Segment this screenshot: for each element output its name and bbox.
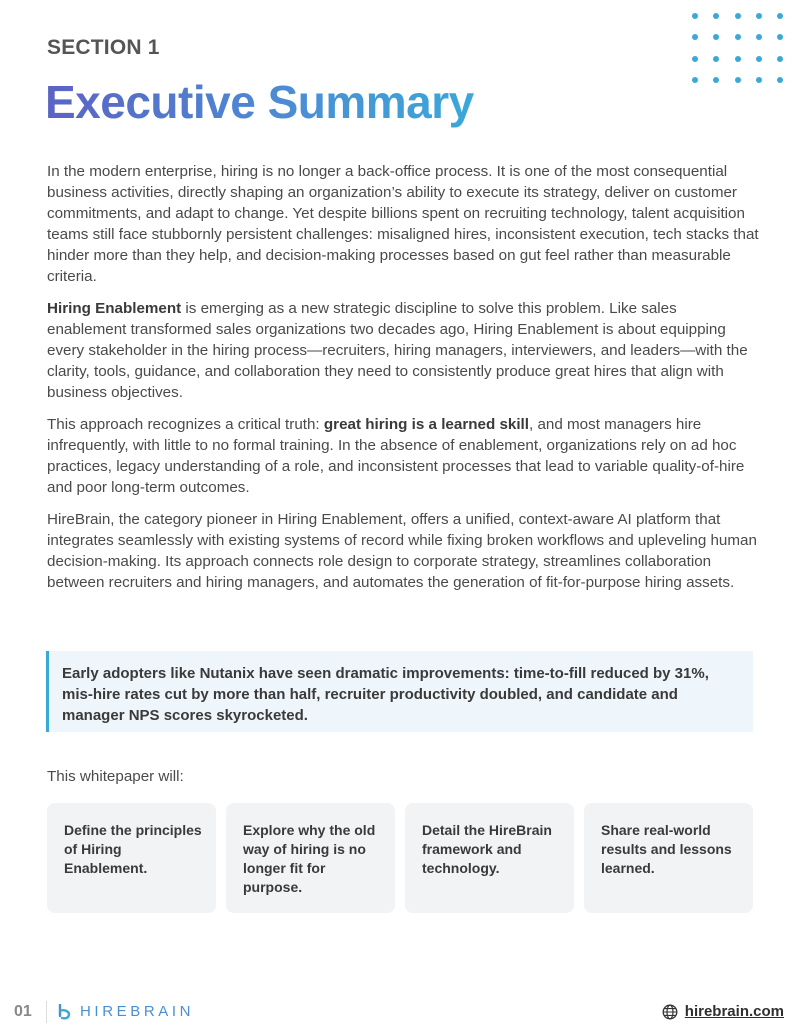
dot — [735, 77, 741, 83]
paragraph-1: In the modern enterprise, hiring is no longer a back-office process. It is one of the most consequential business activities, directly shaping an organization’s ability to execute its strategy, deliver on customer commitments, and adapt to change. Yet despite billions spent on recruiting technology, talent acquisition teams still face stubbornly persistent challenges: misaligned hires, inconsistent execution, tech stacks that hinder more than they help, and decision-making processes based on gut feel rather than measurable criteria. — [47, 163, 759, 285]
summary-body — [47, 161, 759, 604]
dot — [692, 34, 698, 40]
page-number: 01 — [14, 1003, 32, 1020]
dot — [692, 13, 698, 19]
dot — [756, 34, 762, 40]
paragraph-2 — [47, 298, 759, 403]
dot — [756, 13, 762, 19]
goal-card: Explore why the old way of hiring is no longer fit for purpose. — [226, 803, 395, 913]
goal-card: Detail the HireBrain framework and technology. — [405, 803, 574, 913]
dot — [713, 13, 719, 19]
dot — [713, 77, 719, 83]
whitepaper-intro: This whitepaper will: — [47, 768, 184, 785]
paragraph-3 — [47, 414, 759, 498]
logo-text: HIREBRAIN — [80, 1003, 195, 1020]
dot — [756, 77, 762, 83]
paragraph-3-text: , and most managers hire infrequently, with little to no formal training. In the absence of enablement, organizations rely on ad hoc practices, legacy understanding of a role, and inconsistent processes that lead to variable quality-of-hire and poor long-term outcomes. — [47, 416, 745, 496]
dot — [777, 13, 783, 19]
dot — [713, 56, 719, 62]
section-label: SECTION 1 — [47, 36, 160, 59]
website-text[interactable]: hirebrain.com — [684, 1003, 784, 1020]
goal-card: Define the principles of Hiring Enablement. — [47, 803, 216, 913]
dot — [777, 34, 783, 40]
page-title: Executive Summary — [45, 76, 474, 128]
paragraph-3-start: This approach recognizes a critical truth: — [47, 416, 324, 433]
dot — [735, 34, 741, 40]
paragraph-2-bold: Hiring Enablement — [47, 300, 182, 317]
dot — [756, 56, 762, 62]
website-link[interactable] — [662, 1003, 784, 1020]
paragraph-4: HireBrain, the category pioneer in Hiring Enablement, offers a unified, context-aware AI platform that integrates seamlessly with existing systems of record while fixing broken workflows and upleveling human decision-making. Its approach connects role design to corporate strategy, streamlines collaboration between recruiters and hiring managers, and automates the generation of fit-for-purpose hiring assets. — [47, 511, 757, 591]
dot — [692, 56, 698, 62]
footer-divider — [46, 1001, 47, 1023]
hirebrain-logo — [58, 1003, 194, 1020]
decorative-dot-grid — [692, 13, 785, 85]
dot — [777, 56, 783, 62]
dot — [713, 34, 719, 40]
goal-card: Share real-world results and lessons learned. — [584, 803, 753, 913]
paragraph-2-text: is emerging as a new strategic discipline to solve this problem. Like sales enablement transformed sales organizations two decades ago, Hiring Enablement is about equipping every stakeholder in the hiring process—recruiters, hiring managers, interviewers, and leaders—with the clarity, tools, guidance, and collaboration they need to consistently produce great hires that align with business objectives. — [47, 300, 748, 401]
dot — [777, 77, 783, 83]
hirebrain-logo-icon — [58, 1004, 72, 1020]
dot — [735, 13, 741, 19]
results-callout: Early adopters like Nutanix have seen dramatic improvements: time-to-fill reduced by 31%, mis-hire rates cut by more than half, recruiter productivity doubled, and candidate and manager NPS scores skyrocketed. — [46, 651, 753, 732]
whitepaper-goals — [47, 803, 753, 913]
globe-icon — [662, 1004, 678, 1020]
dot — [692, 77, 698, 83]
paragraph-3-bold: great hiring is a learned skill — [323, 416, 529, 433]
dot — [735, 56, 741, 62]
